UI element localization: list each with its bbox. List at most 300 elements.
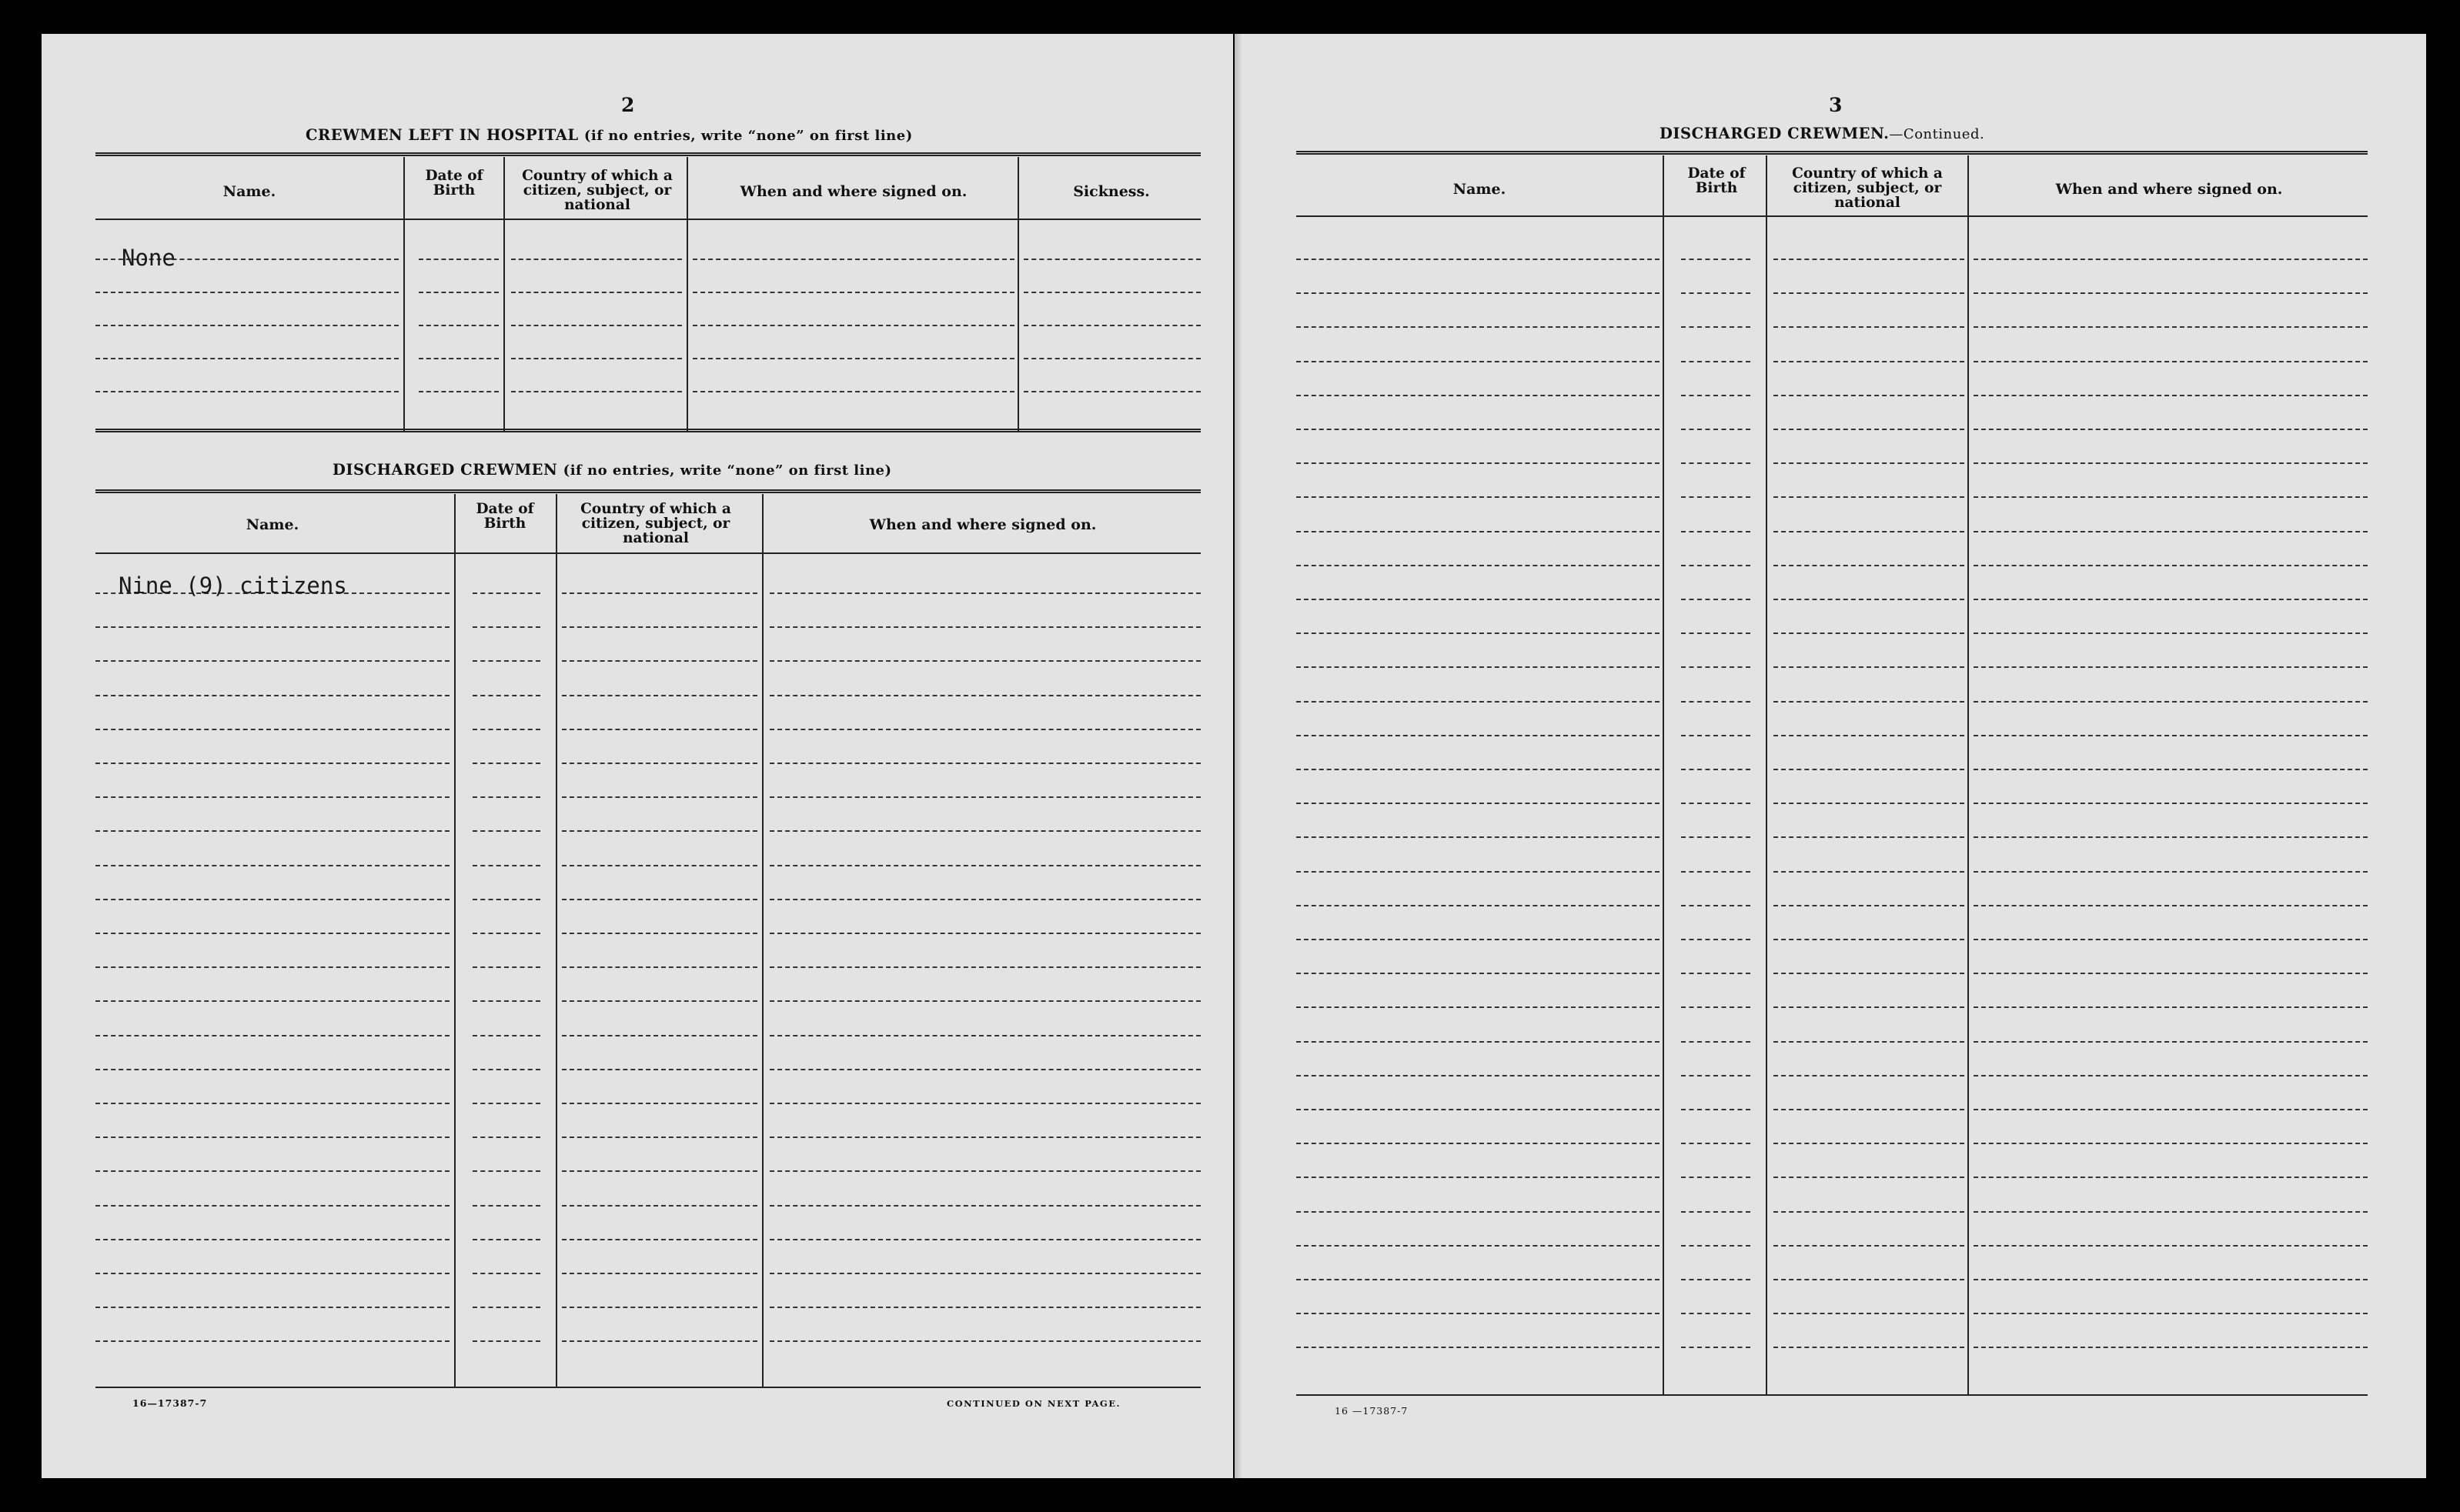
- hospital-col-dob: [405, 169, 503, 198]
- ruled-line: [1681, 803, 1750, 804]
- ruled-line: [1681, 1177, 1750, 1178]
- ruled-line: [1974, 1313, 2368, 1314]
- ruled-line: [473, 1000, 540, 1002]
- ruled-line: [511, 292, 682, 293]
- discharged-col-name: Name.: [246, 516, 299, 533]
- ruled-line: [1296, 361, 1659, 362]
- ruled-line: [562, 899, 757, 900]
- ruled-line: [95, 933, 450, 934]
- ruled-line: [511, 325, 682, 326]
- ruled-line: [95, 865, 450, 866]
- left-page: [42, 34, 1233, 1478]
- ruled-line: [1681, 633, 1750, 634]
- ruled-line: [95, 830, 450, 832]
- ruled-line: [95, 1069, 450, 1070]
- discharged-bottom-rule: [95, 1387, 1201, 1388]
- ruled-line: [1773, 531, 1964, 532]
- ruled-line: [770, 796, 1201, 798]
- continued-col-country-label: Country of which a citizen, subject, or national: [1792, 165, 1943, 211]
- ruled-line: [1681, 905, 1750, 906]
- ruled-line: [770, 626, 1201, 628]
- ruled-line: [1773, 701, 1964, 703]
- ruled-line: [1296, 326, 1659, 328]
- ruled-line: [1974, 395, 2368, 396]
- ruled-line: [562, 1205, 757, 1207]
- ruled-line: [473, 763, 540, 764]
- ruled-line: [562, 1137, 757, 1138]
- ruled-line: [1974, 1279, 2368, 1280]
- ruled-line: [1974, 803, 2368, 804]
- ruled-line: [1773, 599, 1964, 600]
- hospital-col-name: Name.: [222, 183, 276, 200]
- ruled-line: [1974, 1177, 2368, 1178]
- discharged-section-title: [333, 461, 892, 479]
- ruled-line: [473, 660, 540, 662]
- ruled-line: [473, 592, 540, 594]
- ruled-line: [1296, 1041, 1659, 1043]
- ruled-line: [1681, 292, 1750, 294]
- ruled-line: [1296, 1006, 1659, 1008]
- ruled-line: [1296, 735, 1659, 736]
- ruled-line: [1773, 1143, 1964, 1144]
- hospital-col-country: [513, 169, 682, 212]
- discharged-divider-3: [762, 494, 764, 1388]
- ruled-line: [1681, 395, 1750, 396]
- ruled-line: [1296, 565, 1659, 566]
- ruled-line: [562, 695, 757, 696]
- ruled-line: [770, 660, 1201, 662]
- ruled-line: [1974, 633, 2368, 634]
- ruled-line: [1773, 259, 1964, 260]
- ruled-line: [95, 966, 450, 968]
- ruled-line: [1681, 565, 1750, 566]
- hospital-divider-1: [403, 157, 405, 431]
- hospital-col-sickness: Sickness.: [1073, 183, 1150, 200]
- ruled-line: [1681, 939, 1750, 940]
- ruled-line: [1773, 429, 1964, 430]
- ruled-line: [511, 358, 682, 359]
- ruled-line: [95, 325, 399, 326]
- ruled-line: [1974, 531, 2368, 532]
- ruled-line: [1773, 1313, 1964, 1314]
- ruled-line: [562, 1103, 757, 1104]
- ruled-line: [95, 1103, 450, 1104]
- discharged-continued-suffix: —Continued.: [1889, 126, 1985, 142]
- ruled-line: [473, 865, 540, 866]
- discharged-title-note: (if no entries, write “none” on first line): [563, 462, 892, 479]
- ruled-line: [770, 1170, 1201, 1172]
- ruled-line: [1681, 599, 1750, 600]
- ruled-line: [1974, 701, 2368, 703]
- ruled-line: [562, 933, 757, 934]
- ruled-line: [1773, 1109, 1964, 1110]
- ruled-line: [1296, 599, 1659, 600]
- ruled-line: [1773, 462, 1964, 464]
- ruled-line: [770, 1273, 1201, 1274]
- ruled-line: [770, 592, 1201, 594]
- ruled-line: [95, 1273, 450, 1274]
- discharged-col-country: [557, 502, 754, 546]
- continued-divider-1: [1663, 155, 1664, 1396]
- ruled-line: [1681, 429, 1750, 430]
- ruled-line: [770, 1340, 1201, 1342]
- ruled-line: [562, 830, 757, 832]
- ruled-line: [1773, 1177, 1964, 1178]
- ruled-line: [473, 1205, 540, 1207]
- discharged-col-country-label: Country of which a citizen, subject, or national: [580, 501, 731, 546]
- ruled-line: [511, 259, 682, 260]
- ruled-line: [1681, 769, 1750, 770]
- ruled-line: [1296, 803, 1659, 804]
- ruled-line: [770, 1239, 1201, 1240]
- ruled-line: [1974, 1347, 2368, 1348]
- ruled-line: [1296, 1245, 1659, 1247]
- ruled-line: [562, 1273, 757, 1274]
- ruled-line: [1773, 973, 1964, 974]
- hospital-divider-3: [687, 157, 688, 431]
- ruled-line: [1296, 1313, 1659, 1314]
- hospital-col-signed: When and where signed on.: [740, 183, 968, 200]
- ruled-line: [95, 796, 450, 798]
- ruled-line: [1681, 1075, 1750, 1076]
- continued-bottom-rule: [1296, 1394, 2368, 1396]
- ruled-line: [562, 626, 757, 628]
- ruled-line: [693, 325, 1014, 326]
- ruled-line: [95, 391, 399, 392]
- ruled-line: [1974, 1245, 2368, 1247]
- ruled-line: [1974, 599, 2368, 600]
- hospital-top-rule: [95, 152, 1201, 156]
- ruled-line: [1296, 1211, 1659, 1213]
- hospital-header-rule: [95, 219, 1201, 220]
- ruled-line: [1974, 836, 2368, 838]
- ruled-line: [95, 1137, 450, 1138]
- ruled-line: [1681, 496, 1750, 498]
- ruled-line: [1681, 326, 1750, 328]
- ruled-line: [562, 1239, 757, 1240]
- ruled-line: [1296, 496, 1659, 498]
- ruled-line: [1296, 1143, 1659, 1144]
- discharged-col-signed: When and where signed on.: [869, 516, 1097, 533]
- ruled-line: [1296, 259, 1659, 260]
- ruled-line: [770, 1000, 1201, 1002]
- ruled-line: [95, 729, 450, 730]
- ruled-line: [1773, 836, 1964, 838]
- ruled-line: [1681, 531, 1750, 532]
- ruled-line: [562, 966, 757, 968]
- ruled-line: [95, 695, 450, 696]
- discharged-title-text: DISCHARGED CREWMEN: [333, 461, 558, 479]
- discharged-first-entry: Nine (9) citizens: [119, 572, 347, 599]
- ruled-line: [1296, 395, 1659, 396]
- ruled-line: [1296, 1279, 1659, 1280]
- ruled-line: [1974, 973, 2368, 974]
- ruled-line: [1024, 391, 1201, 392]
- ruled-line: [1773, 871, 1964, 873]
- ruled-line: [1024, 358, 1201, 359]
- ruled-line: [562, 1307, 757, 1308]
- ruled-line: [1773, 1041, 1964, 1043]
- hospital-divider-2: [503, 157, 505, 431]
- ruled-line: [770, 865, 1201, 866]
- ruled-line: [1974, 769, 2368, 770]
- ruled-line: [770, 1307, 1201, 1308]
- ruled-line: [1974, 1041, 2368, 1043]
- ruled-line: [95, 1035, 450, 1036]
- ruled-line: [1681, 836, 1750, 838]
- ruled-line: [1773, 1347, 1964, 1348]
- ruled-line: [1024, 292, 1201, 293]
- ruled-line: [1296, 666, 1659, 668]
- ruled-line: [1296, 633, 1659, 634]
- ruled-line: [473, 1239, 540, 1240]
- ruled-line: [473, 1035, 540, 1036]
- ruled-line: [1773, 1006, 1964, 1008]
- ruled-line: [1773, 905, 1964, 906]
- hospital-first-entry: None: [122, 245, 175, 271]
- page-number: 3: [1829, 94, 1843, 116]
- discharged-col-dob: [456, 502, 554, 531]
- ruled-line: [693, 358, 1014, 359]
- ruled-line: [1681, 1245, 1750, 1247]
- ruled-line: [1773, 633, 1964, 634]
- ruled-line: [95, 660, 450, 662]
- ruled-line: [1773, 769, 1964, 770]
- ruled-line: [1024, 325, 1201, 326]
- ruled-line: [473, 626, 540, 628]
- ruled-line: [1974, 326, 2368, 328]
- ruled-line: [1974, 361, 2368, 362]
- hospital-col-country-label: Country of which a citizen, subject, or national: [522, 168, 673, 213]
- ruled-line: [1974, 871, 2368, 873]
- discharged-header-rule: [95, 552, 1201, 554]
- ruled-line: [1681, 666, 1750, 668]
- ruled-line: [1296, 836, 1659, 838]
- continued-divider-3: [1967, 155, 1969, 1396]
- ruled-line: [562, 1000, 757, 1002]
- ruled-line: [473, 933, 540, 934]
- ruled-line: [562, 592, 757, 594]
- discharged-divider-1: [454, 494, 456, 1388]
- hospital-title-note: (if no entries, write “none” on first line): [583, 128, 913, 144]
- ruled-line: [95, 1239, 450, 1240]
- continued-col-country: [1769, 166, 1966, 210]
- ruled-line: [1681, 1041, 1750, 1043]
- ruled-line: [1681, 1313, 1750, 1314]
- ruled-line: [1773, 395, 1964, 396]
- ruled-line: [473, 1340, 540, 1342]
- ruled-line: [473, 695, 540, 696]
- hospital-section-title: [306, 126, 913, 144]
- ruled-line: [1974, 496, 2368, 498]
- ruled-line: [1681, 1109, 1750, 1110]
- ruled-line: [473, 1307, 540, 1308]
- ruled-line: [1681, 871, 1750, 873]
- ruled-line: [1296, 1109, 1659, 1110]
- ruled-line: [1296, 973, 1659, 974]
- ruled-line: [1773, 803, 1964, 804]
- ruled-line: [693, 259, 1014, 260]
- ruled-line: [1974, 905, 2368, 906]
- ruled-line: [1296, 1347, 1659, 1348]
- ruled-line: [1296, 1075, 1659, 1076]
- ruled-line: [1974, 1109, 2368, 1110]
- ruled-line: [473, 1137, 540, 1138]
- ruled-line: [1681, 973, 1750, 974]
- hospital-title-text: CREWMEN LEFT IN HOSPITAL: [306, 126, 579, 144]
- ruled-line: [1773, 1075, 1964, 1076]
- ruled-line: [562, 763, 757, 764]
- ruled-line: [95, 1307, 450, 1308]
- ruled-line: [770, 966, 1201, 968]
- ruled-line: [1296, 769, 1659, 770]
- hospital-col-dob-label: Date of Birth: [425, 168, 483, 199]
- hospital-divider-4: [1018, 157, 1019, 431]
- ruled-line: [1974, 565, 2368, 566]
- continued-top-rule: [1296, 151, 2368, 155]
- ruled-line: [473, 1069, 540, 1070]
- ruled-line: [770, 1137, 1201, 1138]
- ruled-line: [1974, 259, 2368, 260]
- ruled-line: [1974, 1075, 2368, 1076]
- ruled-line: [770, 830, 1201, 832]
- ruled-line: [770, 1205, 1201, 1207]
- ruled-line: [562, 796, 757, 798]
- hospital-bottom-rule: [95, 429, 1201, 432]
- ruled-line: [1296, 429, 1659, 430]
- continued-col-dob: [1667, 166, 1766, 195]
- ruled-line: [1974, 1143, 2368, 1144]
- ruled-line: [419, 325, 499, 326]
- ruled-line: [473, 1103, 540, 1104]
- ruled-line: [562, 1035, 757, 1036]
- ruled-line: [95, 626, 450, 628]
- ruled-line: [1773, 361, 1964, 362]
- form-number: 16—17387-7: [132, 1397, 208, 1409]
- ruled-line: [1296, 871, 1659, 873]
- ruled-line: [1681, 1279, 1750, 1280]
- form-number: 16 —17387-7: [1335, 1405, 1409, 1417]
- discharged-top-rule: [95, 489, 1201, 493]
- ruled-line: [473, 796, 540, 798]
- ruled-line: [1681, 1211, 1750, 1213]
- ruled-line: [1773, 1279, 1964, 1280]
- ruled-line: [770, 1103, 1201, 1104]
- ruled-line: [95, 1340, 450, 1342]
- continued-col-name: Name.: [1452, 181, 1506, 198]
- right-page: [1235, 34, 2426, 1478]
- continued-col-signed: When and where signed on.: [2055, 181, 2283, 198]
- ruled-line: [1681, 701, 1750, 703]
- ruled-line: [1773, 1211, 1964, 1213]
- ruled-line: [770, 729, 1201, 730]
- ruled-line: [1773, 292, 1964, 294]
- ruled-line: [1024, 259, 1201, 260]
- ruled-line: [1974, 1211, 2368, 1213]
- ruled-line: [473, 1170, 540, 1172]
- ruled-line: [511, 391, 682, 392]
- ruled-line: [1974, 939, 2368, 940]
- ruled-line: [95, 358, 399, 359]
- ruled-line: [770, 899, 1201, 900]
- ruled-line: [770, 763, 1201, 764]
- ruled-line: [95, 292, 399, 293]
- ruled-line: [95, 899, 450, 900]
- continued-note: CONTINUED ON NEXT PAGE.: [947, 1398, 1121, 1409]
- ruled-line: [1296, 905, 1659, 906]
- ruled-line: [1681, 1347, 1750, 1348]
- continued-header-rule: [1296, 215, 2368, 217]
- ruled-line: [95, 763, 450, 764]
- ruled-line: [562, 729, 757, 730]
- ruled-line: [1296, 462, 1659, 464]
- ruled-line: [770, 1035, 1201, 1036]
- discharged-continued-title: [1659, 125, 1984, 142]
- page-number: 2: [621, 94, 635, 116]
- ruled-line: [473, 899, 540, 900]
- ruled-line: [1773, 939, 1964, 940]
- ruled-line: [1681, 1143, 1750, 1144]
- ruled-line: [1681, 1006, 1750, 1008]
- ruled-line: [95, 1000, 450, 1002]
- continued-col-dob-label: Date of Birth: [1687, 165, 1746, 196]
- ruled-line: [562, 865, 757, 866]
- ruled-line: [1296, 939, 1659, 940]
- continued-divider-2: [1766, 155, 1767, 1396]
- ruled-line: [95, 1205, 450, 1207]
- ruled-line: [693, 292, 1014, 293]
- ruled-line: [473, 966, 540, 968]
- ruled-line: [1296, 1177, 1659, 1178]
- ruled-line: [770, 1069, 1201, 1070]
- ruled-line: [1773, 565, 1964, 566]
- ruled-line: [473, 1273, 540, 1274]
- ruled-line: [1681, 462, 1750, 464]
- ruled-line: [1773, 735, 1964, 736]
- ruled-line: [1773, 496, 1964, 498]
- ruled-line: [1296, 531, 1659, 532]
- ruled-line: [419, 259, 499, 260]
- ruled-line: [1681, 259, 1750, 260]
- ruled-line: [1974, 666, 2368, 668]
- ruled-line: [1974, 735, 2368, 736]
- discharged-continued-title-text: DISCHARGED CREWMEN.: [1659, 125, 1890, 142]
- ruled-line: [1974, 462, 2368, 464]
- ruled-line: [770, 695, 1201, 696]
- ruled-line: [1773, 666, 1964, 668]
- ruled-line: [1296, 701, 1659, 703]
- ruled-line: [419, 292, 499, 293]
- ruled-line: [419, 358, 499, 359]
- ruled-line: [1296, 292, 1659, 294]
- ruled-line: [562, 1340, 757, 1342]
- ruled-line: [473, 830, 540, 832]
- ruled-line: [562, 1069, 757, 1070]
- page-fold-shadow: [1235, 34, 1242, 1478]
- ruled-line: [473, 729, 540, 730]
- ruled-line: [1773, 326, 1964, 328]
- ruled-line: [1974, 1006, 2368, 1008]
- ruled-line: [1681, 361, 1750, 362]
- discharged-divider-2: [556, 494, 557, 1388]
- ruled-line: [562, 1170, 757, 1172]
- ruled-line: [1681, 735, 1750, 736]
- ruled-line: [1974, 292, 2368, 294]
- ruled-line: [770, 933, 1201, 934]
- ruled-line: [95, 1170, 450, 1172]
- ruled-line: [562, 660, 757, 662]
- ruled-line: [1773, 1245, 1964, 1247]
